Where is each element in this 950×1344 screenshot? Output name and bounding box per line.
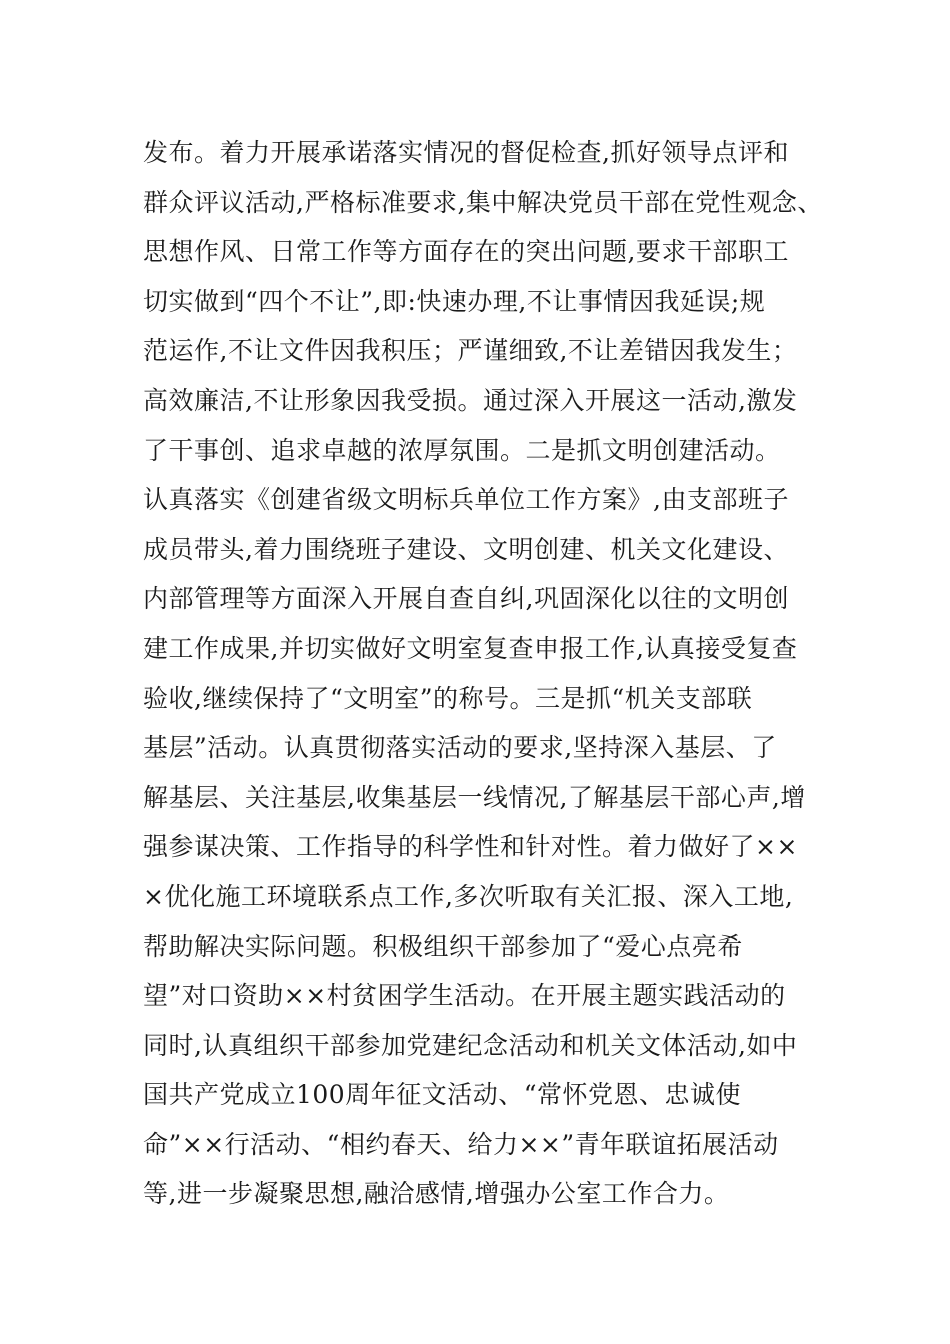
body-paragraph xyxy=(143,128,823,1219)
text-line: 建工作成果,并切实做好文明室复查申报工作,认真接受复查 xyxy=(143,633,798,663)
text-line: 认真落实《创建省级文明标兵单位工作方案》,由支部班子 xyxy=(143,485,789,515)
text-line: 帮助解决实际问题。积极组织干部参加了“爱心点亮希 xyxy=(143,931,743,961)
text-line: 基层”活动。认真贯彻落实活动的要求,坚持深入基层、了 xyxy=(143,733,777,763)
text-line: 范运作,不让文件因我积压；严谨细致,不让差错因我发生； xyxy=(143,336,798,366)
text-line: 国共产党成立100周年征文活动、“常怀党恩、忠诚使 xyxy=(143,1080,741,1110)
text-line: 内部管理等方面深入开展自查自纠,巩固深化以往的文明创 xyxy=(143,584,789,614)
text-line: 群众评议活动,严格标准要求,集中解决党员干部在党性观念、 xyxy=(143,187,823,217)
text-line: 望”对口资助××村贫困学生活动。在开展主题实践活动的 xyxy=(143,981,786,1011)
text-line: 高效廉洁,不让形象因我受损。通过深入开展这一活动,激发 xyxy=(143,385,798,415)
text-line: 同时,认真组织干部参加党建纪念活动和机关文体活动,如中 xyxy=(143,1030,798,1060)
text-line: 发布。着力开展承诺落实情况的督促检查,抓好领导点评和 xyxy=(143,138,789,167)
text-line: 切实做到“四个不让”,即:快速办理,不让事情因我延误;规 xyxy=(143,286,766,316)
text-line: 等,进一步凝聚思想,融洽感情,增强办公室工作合力。 xyxy=(143,1179,730,1209)
text-line: 了干事创、追求卓越的浓厚氛围。二是抓文明创建活动。 xyxy=(143,435,781,465)
text-line: 强参谋决策、工作指导的科学性和针对性。着力做好了×× xyxy=(143,832,798,862)
text-line: ×优化施工环境联系点工作,多次听取有关汇报、深入工地, xyxy=(143,881,794,911)
text-line: 解基层、关注基层,收集基层一线情况,了解基层干部心声,增 xyxy=(143,782,806,812)
text-line: 思想作风、日常工作等方面存在的突出问题,要求干部职工 xyxy=(143,237,789,267)
text-line: 命”××行活动、“相约春天、给力××”青年联谊拓展活动 xyxy=(143,1129,779,1159)
text-line: 成员带头,着力围绕班子建设、文明创建、机关文化建设、 xyxy=(143,534,789,564)
text-line: 验收,继续保持了“文明室”的称号。三是抓“机关支部联 xyxy=(143,683,753,713)
